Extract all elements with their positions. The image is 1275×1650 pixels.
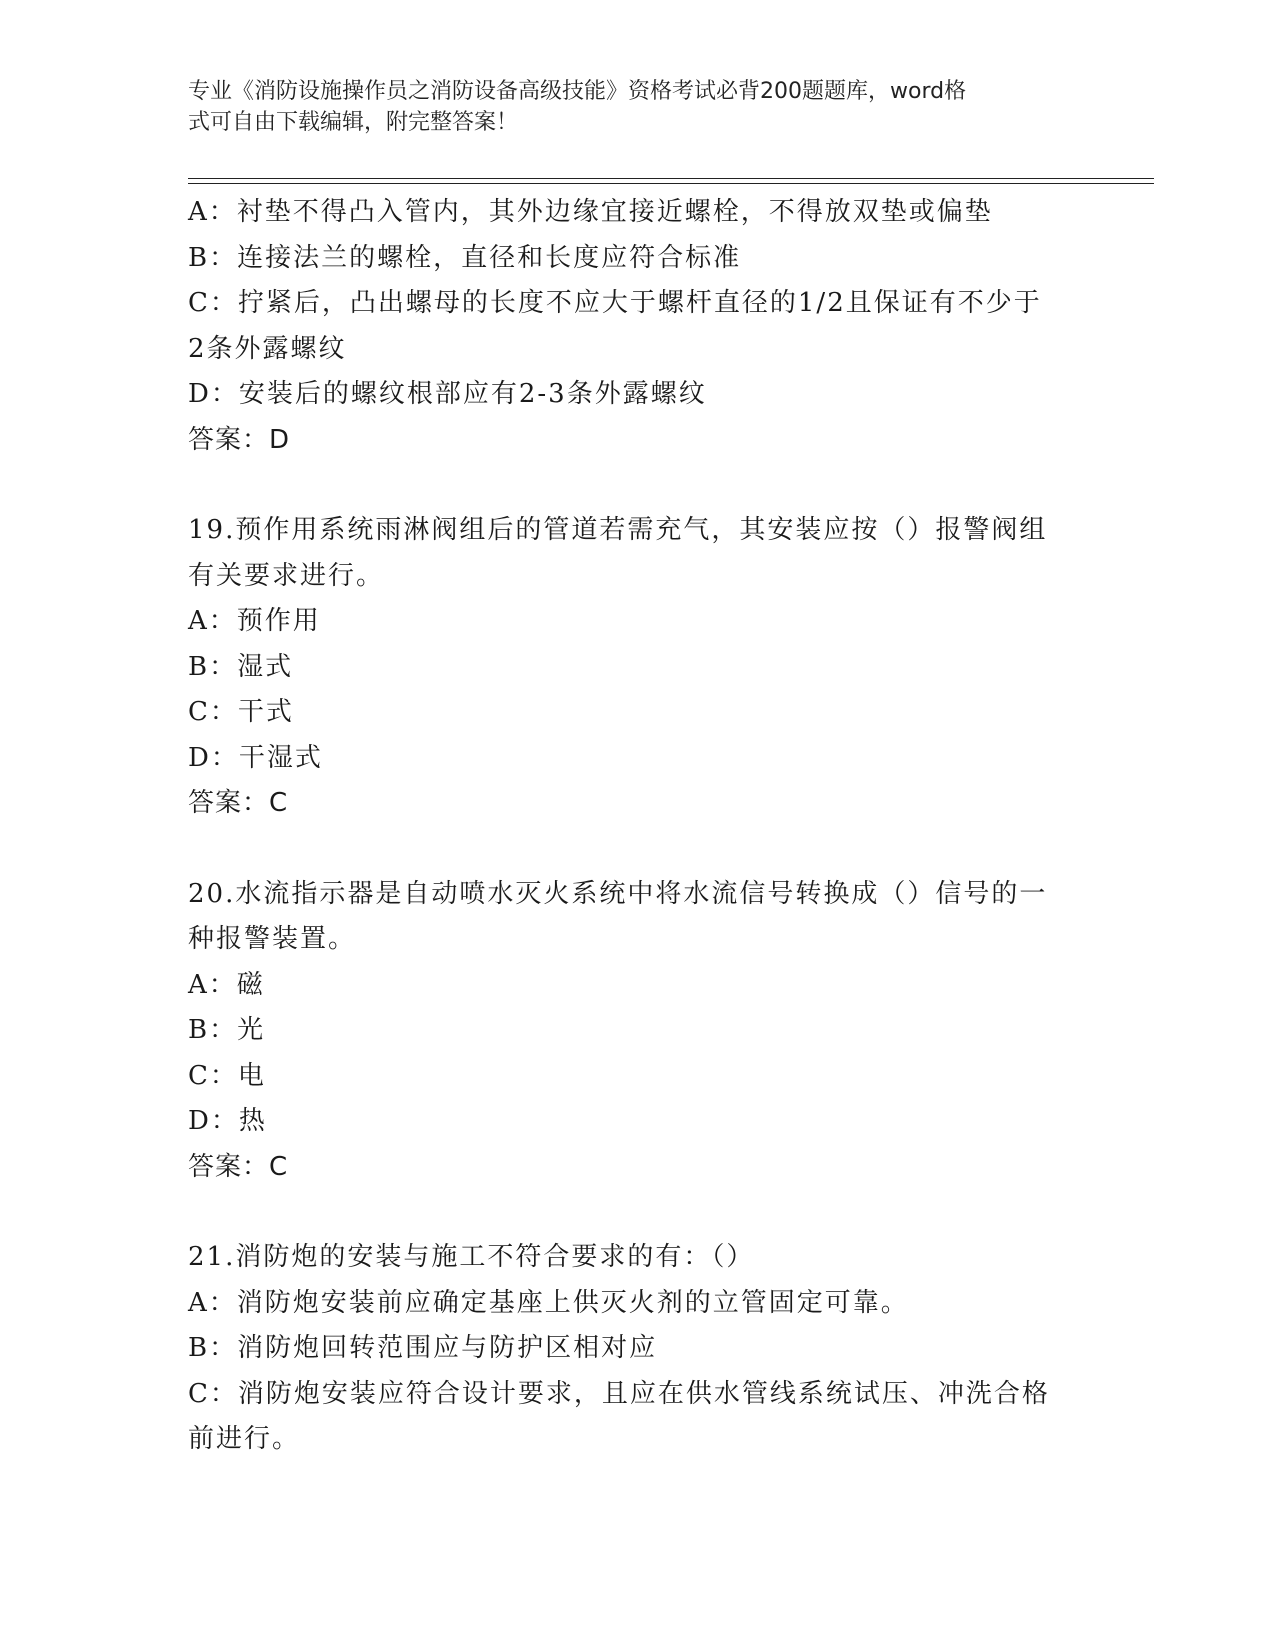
- question-18: [188, 190, 1088, 463]
- q18-option-d: D：安装后的螺纹根部应有2-3条外露螺纹: [188, 379, 707, 409]
- q19-stem-line-2: 有关要求进行。: [188, 560, 385, 591]
- q20-option-c: C：电: [188, 1060, 266, 1091]
- header-title-line-1: 专业《消防设施操作员之消防设备高级技能》资格考试必背200题题库，word格: [188, 79, 967, 104]
- q20-stem-line-2: 种报警装置。: [188, 924, 357, 954]
- q20-stem-line-1: 20.水流指示器是自动喷水灭火系统中将水流信号转换成（）信号的一: [188, 878, 1048, 909]
- question-20: [188, 872, 1088, 1191]
- q21-stem: 21.消防炮的安装与施工不符合要求的有：（）: [188, 1242, 755, 1272]
- q19-answer: 答案：C: [188, 788, 289, 818]
- q19-option-d: D：干湿式: [188, 742, 323, 773]
- header-divider-top: [188, 178, 1154, 179]
- q18-option-a: A：衬垫不得凸入管内，其外边缘宜接近螺栓，不得放双垫或偏垫: [188, 197, 993, 227]
- q18-option-b: B：连接法兰的螺栓，直径和长度应符合标准: [188, 242, 742, 273]
- q18-option-c: C：拧紧后，凸出螺母的长度不应大于螺杆直径的1/2且保证有不少于: [188, 288, 1042, 318]
- header-divider-bottom: [188, 183, 1154, 184]
- q19-stem-line-1: 19.预作用系统雨淋阀组后的管道若需充气，其安装应按（）报警阀组: [188, 515, 1048, 545]
- header-title-line-2: 式可自由下载编辑，附完整答案！: [188, 110, 519, 135]
- question-21: [188, 1235, 1088, 1463]
- q20-answer: 答案：C: [188, 1151, 289, 1182]
- q21-option-c: C：消防炮安装应符合设计要求，且应在供水管线系统试压、冲洗合格: [188, 1378, 1050, 1409]
- document-header: [188, 76, 1078, 138]
- q18-answer: 答案：D: [188, 424, 291, 455]
- question-19: [188, 508, 1088, 827]
- q20-option-d: D：热: [188, 1106, 267, 1136]
- q19-option-c: C：干式: [188, 697, 294, 727]
- question-content: [188, 190, 1088, 1463]
- q19-option-b: B：湿式: [188, 651, 294, 682]
- q21-option-c-continued: 前进行。: [188, 1424, 301, 1454]
- q21-option-b: B：消防炮回转范围应与防护区相对应: [188, 1333, 658, 1363]
- q20-option-a: A：磁: [188, 969, 265, 1000]
- q18-option-c-continued: 2条外露螺纹: [188, 333, 347, 364]
- q20-option-b: B：光: [188, 1015, 266, 1045]
- q19-option-a: A：预作用: [188, 606, 321, 636]
- q21-option-a: A：消防炮安装前应确定基座上供灭火剂的立管固定可靠。: [188, 1287, 909, 1318]
